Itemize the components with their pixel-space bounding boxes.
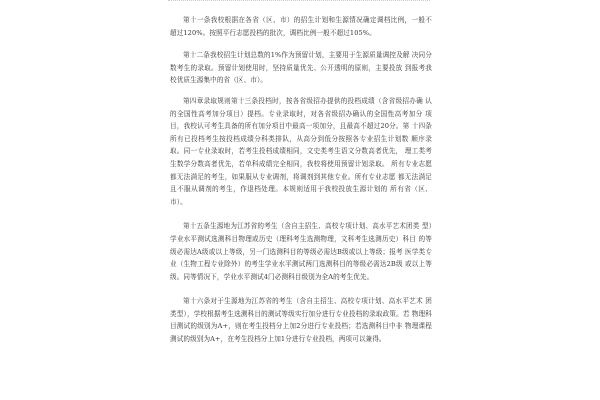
paragraph-chapter-4-articles-13-14: 第四章录取规则第十三条投档时，按各省级招办提供的投档成绩（含省级招办确 认的全国性高考加分项目）提档。专业录取时，对各省级招办确认的全国性高考加分 项目，我校认可考生具备的所有加分项目中最高一项加分，且最高不超过20分。第 十四条所有已投档考生按投档成绩分科类排队，从高分到低分按照各专业招生计划数 顺序录取。同一专业录取时，若考生投档成绩相同，文史类考生语文分数高者优先， 理工类考生数学分数高者优先，若单科成绩完全相同，我校将使用预留计划录取。 所有专业志愿都无法满足的考生，如果服从专业调剂，将调剂到其他专业。所有专业志愿 都无法满足且不服从调剂的考生，作退档处理。本规则适用于我校投放生源计划的 所有省（区、市）。 xyxy=(170,96,432,206)
paragraph-article-11: 第十一条我校根据在各省（区、市）的招生计划和生源情况确定调档比例，一般不 超过120%。按照平行志愿投档的批次，调档比例一般不超过105%。 xyxy=(170,16,432,37)
document-body xyxy=(170,14,432,346)
paragraph-article-12: 第十二条我校招生计划总数的1%作为预留计划，主要用于生源质量调控及解 决同分数考生的录取。预留计划使用时，坚持质量优先、公开透明的原则，主要投放 到报考我校优质生源集中的省（区、市）。 xyxy=(170,51,432,85)
paragraph-article-16: 第十六条对于生源地为江苏省的考生（含自主招生、高校专项计划、高水平艺术 团类型），学校根据考生选测科目的测试等级实行加分进行专业投档的录取政策。若 物理科目测试的级别为A+，则在考生投档分上加2分进行专业投档；若选测科目中非 物理课程测试的级别为A+，在考生投档分上加1分进行专业投档，两项可以兼得。 xyxy=(170,297,432,344)
header-divider xyxy=(168,0,430,2)
paragraph-article-15: 第十五条生源地为江苏省的考生（含自主招生、高校专项计划、高水平艺术团类 型）学业水平测试选测科目物理或历史（理科考生选测物理，文科考生选测历史）科目 的等级必需达A级或以上等级，另一门选测科目的等级必需达B级或以上等级；报考 医学类专业（生物工程专业除外）的考生学业水平测试两门选测科目的等级必需达2B级 或以上等级。同等情况下，学业水平测试4门必测科目级别为全A的考生优先。 xyxy=(170,222,432,281)
